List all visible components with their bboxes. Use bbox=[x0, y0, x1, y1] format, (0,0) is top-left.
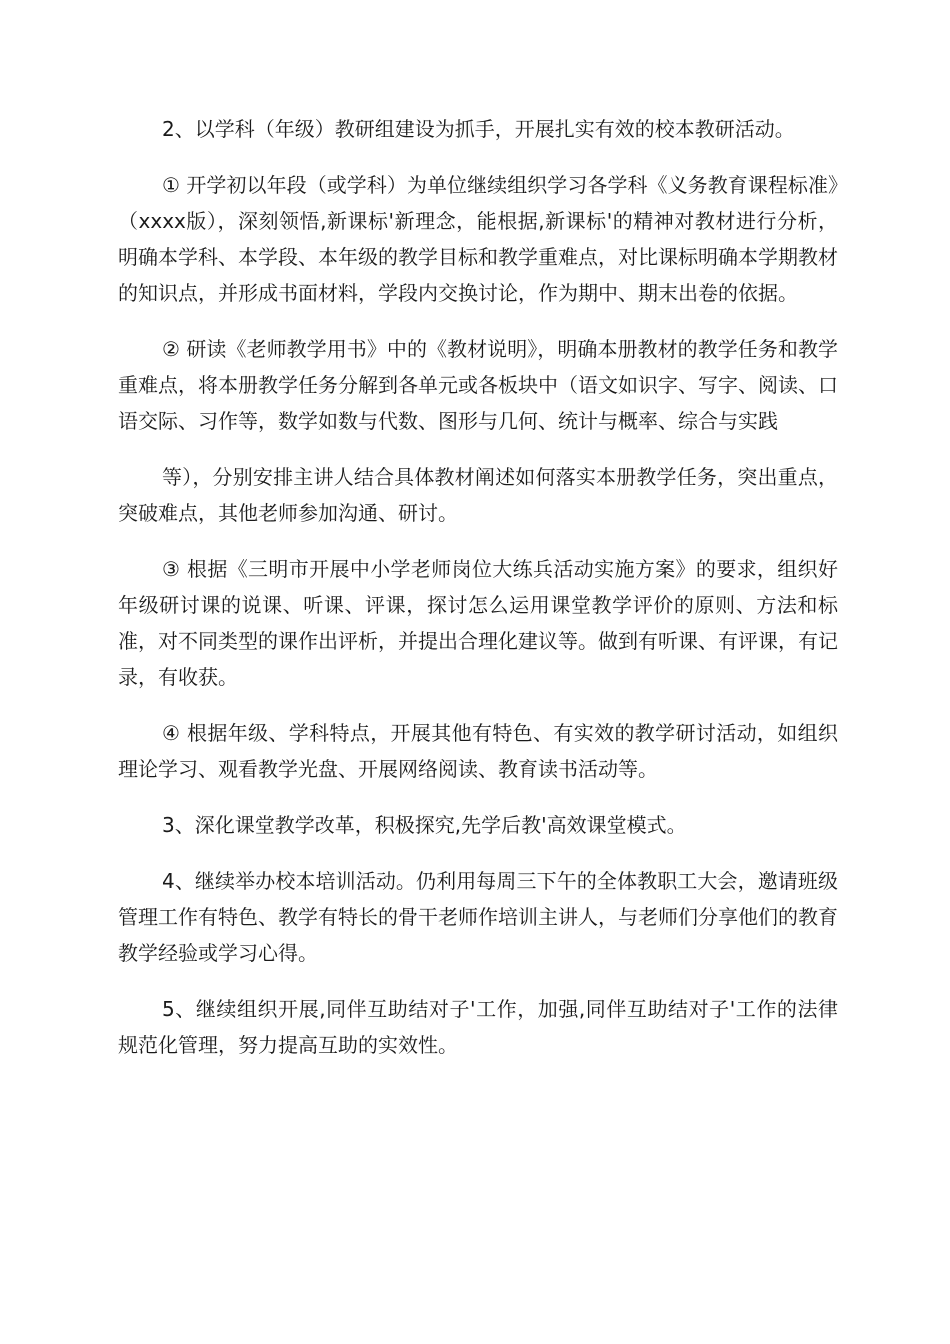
paragraph-item-4: 4、继续举办校本培训活动。仍利用每周三下午的全体教职工大会，邀请班级管理工作有特色、教学有特长的骨干老师作培训主讲人，与老师们分享他们的教育教学经验或学习心得。 bbox=[118, 869, 838, 965]
paragraph-item-1-circled: ① 开学初以年段（或学科）为单位继续组织学习各学科《义务教育课程标准》（xxxx版），深刻领悟,新课标'新理念，能根据,新课标'的精神对教材进行分析，明确本学科、本学段、本年级的教学目标和教学重难点，对比课标明确本学期教材的知识点，并形成书面材料，学段内交换讨论，作为期中、期末出卷的依据。 bbox=[118, 173, 838, 305]
paragraph-item-3: 3、深化课堂教学改革，积极探究,先学后教'高效课堂模式。 bbox=[162, 813, 687, 837]
paragraph-continuation: 等），分别安排主讲人结合具体教材阐述如何落实本册教学任务，突出重点，突破难点，其他老师参加沟通、研讨。 bbox=[118, 465, 838, 525]
paragraph-item-3-circled: ③ 根据《三明市开展中小学老师岗位大练兵活动实施方案》的要求，组织好年级研讨课的说课、听课、评课，探讨怎么运用课堂教学评价的原则、方法和标准，对不同类型的课作出评析，并提出合理化建议等。做到有听课、有评课，有记录，有收获。 bbox=[118, 557, 838, 689]
paragraph-item-2: 2、以学科（年级）教研组建设为抓手，开展扎实有效的校本教研活动。 bbox=[162, 117, 795, 141]
document-body bbox=[118, 111, 838, 1083]
paragraph-item-4-circled: ④ 根据年级、学科特点，开展其他有特色、有实效的教学研讨活动，如组织理论学习、观看教学光盘、开展网络阅读、教育读书活动等。 bbox=[118, 721, 838, 781]
paragraph-item-5: 5、继续组织开展,同伴互助结对子'工作，加强,同伴互助结对子'工作的法律规范化管理，努力提高互助的实效性。 bbox=[118, 997, 838, 1057]
paragraph-item-2-circled: ② 研读《老师教学用书》中的《教材说明》，明确本册教材的教学任务和教学重难点，将本册教学任务分解到各单元或各板块中（语文如识字、写字、阅读、口语交际、习作等，数学如数与代数、图形与几何、统计与概率、综合与实践 bbox=[118, 337, 838, 433]
